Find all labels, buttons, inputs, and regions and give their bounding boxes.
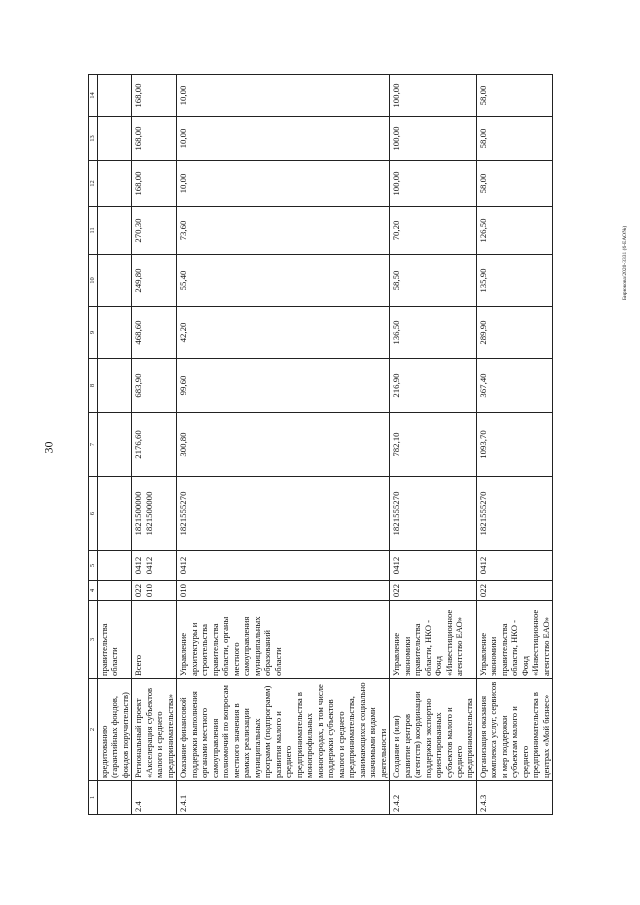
grbs-code: 010 (177, 581, 390, 601)
header-cell: 2 (89, 679, 98, 781)
year-amount (98, 255, 132, 307)
executor: Всего (132, 601, 177, 679)
year-amount: 168,00 (132, 117, 177, 161)
header-cell: 11 (89, 207, 98, 255)
year-amount: 468,60 (132, 307, 177, 359)
total-amount: 1093,70 (476, 413, 552, 477)
section-code: 0412 (177, 551, 390, 581)
target-code (98, 477, 132, 551)
year-amount: 100,00 (390, 75, 477, 117)
executor: Управление архитектуры и строительства правительства области, органы местного самоуправления муниципальных образований области (177, 601, 390, 679)
section-code: 0412 0412 (132, 551, 177, 581)
rotated-table-wrapper (88, 75, 551, 815)
year-amount: 55,40 (177, 255, 390, 307)
target-code: 1821555270 (390, 477, 477, 551)
year-amount (98, 207, 132, 255)
header-cell: 7 (89, 413, 98, 477)
row-number: 2.4.2 (390, 781, 477, 815)
measure-name: Создание и (или) развитие центров (агентств) координации поддержки экспортно ориентированных субъектов малого и среднего предпринимательства (390, 679, 477, 781)
year-amount: 367,40 (476, 359, 552, 413)
year-amount: 70,20 (390, 207, 477, 255)
table-row (98, 75, 132, 815)
year-amount: 249,80 (132, 255, 177, 307)
total-amount: 2176,60 (132, 413, 177, 477)
total-amount: 782,10 (390, 413, 477, 477)
year-amount (98, 117, 132, 161)
header-cell: 3 (89, 601, 98, 679)
header-cell: 13 (89, 117, 98, 161)
table-row (177, 75, 390, 815)
year-amount: 100,00 (390, 117, 477, 161)
year-amount: 42,20 (177, 307, 390, 359)
header-cell: 4 (89, 581, 98, 601)
table-row (390, 75, 477, 815)
measure-name: Оказание финансовой поддержки выполнения органами местного самоуправления полномочий по вопросам местного значения в рамках реализации муниципальных программ (подпрограмм) развития малого и среднего предпринимательства в монопрофильных моногородах, в том числе поддержки субъектов малого и среднего предпринимательства, занимающихся социально значимыми видами деятельности (177, 679, 390, 781)
row-number (98, 781, 132, 815)
target-code: 1821500000 1821500000 (132, 477, 177, 551)
year-amount: 73,60 (177, 207, 390, 255)
section-code: 0412 (390, 551, 477, 581)
header-cell: 12 (89, 161, 98, 207)
year-amount: 58,00 (476, 161, 552, 207)
year-amount: 100,00 (390, 161, 477, 207)
year-amount (98, 359, 132, 413)
grbs-code: 022 (390, 581, 477, 601)
total-amount: 300,80 (177, 413, 390, 477)
header-cell: 5 (89, 551, 98, 581)
target-code: 1821555270 (177, 477, 390, 551)
year-amount: 58,00 (476, 75, 552, 117)
page-number: 30 (41, 441, 56, 454)
grbs-code (98, 581, 132, 601)
year-amount (98, 161, 132, 207)
year-amount: 168,00 (132, 75, 177, 117)
year-amount: 10,00 (177, 161, 390, 207)
header-cell: 1 (89, 781, 98, 815)
header-cell: 14 (89, 75, 98, 117)
year-amount: 168,00 (132, 161, 177, 207)
year-amount (98, 307, 132, 359)
header-cell: 6 (89, 477, 98, 551)
year-amount: 270,30 (132, 207, 177, 255)
year-amount: 683,90 (132, 359, 177, 413)
year-amount: 10,00 (177, 75, 390, 117)
measure-name: Региональный проект «Акселерация субъектов малого и среднего предпринимательства» (132, 679, 177, 781)
row-number: 2.4.3 (476, 781, 552, 815)
year-amount: 216,90 (390, 359, 477, 413)
year-amount: 289,90 (476, 307, 552, 359)
executor: правительства области (98, 601, 132, 679)
year-amount (98, 75, 132, 117)
year-amount: 99,60 (177, 359, 390, 413)
section-code (98, 551, 132, 581)
header-cell: 8 (89, 359, 98, 413)
measure-name: кредитованию (гарантийных фондов, фондов поручительств) (98, 679, 132, 781)
document-footer: Бирюкова/2020-3331 (6-ЕАО№) (622, 225, 629, 301)
executor: Управление экономики правительства области, НКО - Фонд «Инвестиционное агентство ЕАО» (476, 601, 552, 679)
grbs-code: 022 (476, 581, 552, 601)
year-amount: 136,50 (390, 307, 477, 359)
row-number: 2.4.1 (177, 781, 390, 815)
year-amount: 58,50 (390, 255, 477, 307)
measure-name: Организация оказания комплекса услуг, сервисов и мер поддержки субъектам малого и среднего предпринимательства в центрах «Мой бизнес» (476, 679, 552, 781)
row-number: 2.4 (132, 781, 177, 815)
target-code: 1821555270 (476, 477, 552, 551)
year-amount: 10,00 (177, 117, 390, 161)
header-cell: 10 (89, 255, 98, 307)
year-amount: 135,90 (476, 255, 552, 307)
column-number-row (89, 75, 98, 815)
header-cell: 9 (89, 307, 98, 359)
year-amount: 126,50 (476, 207, 552, 255)
budget-table (88, 74, 553, 815)
grbs-code: 022 010 (132, 581, 177, 601)
year-amount: 58,00 (476, 117, 552, 161)
total-amount (98, 413, 132, 477)
table-row (132, 75, 177, 815)
section-code: 0412 (476, 551, 552, 581)
executor: Управление экономики правительства области, НКО - Фонд «Инвестиционное агентство ЕАО» (390, 601, 477, 679)
table-row (476, 75, 552, 815)
